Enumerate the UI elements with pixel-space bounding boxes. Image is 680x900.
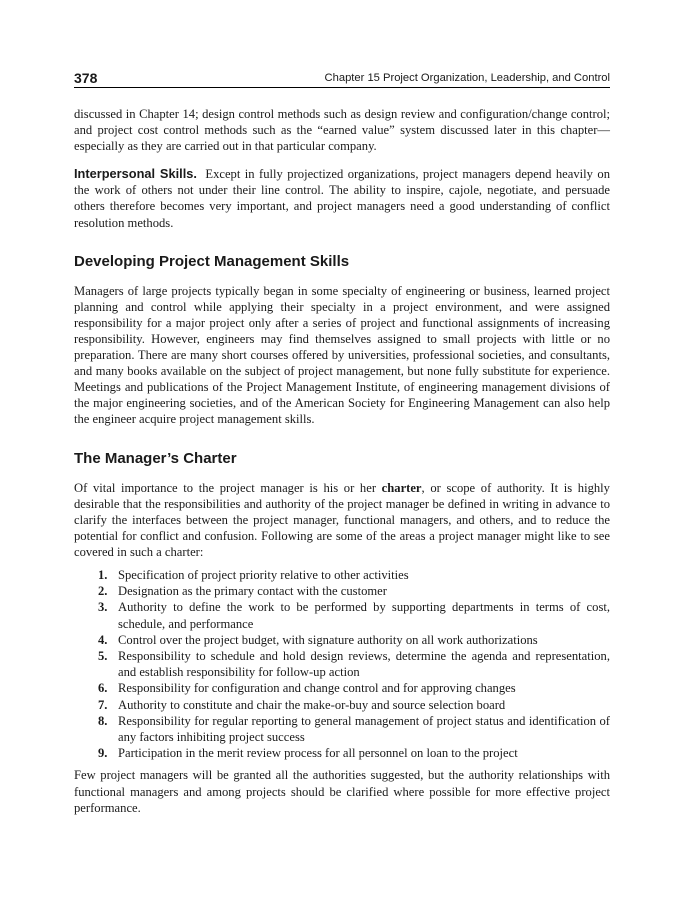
list-item-text: Designation as the primary contact with the customer bbox=[118, 584, 387, 599]
list-item bbox=[98, 632, 610, 648]
charter-text-after: , or scope of authority. It is highly desirable that the responsibilities and authority of the project manager be defined in writing in advance to clarify the interfaces between the project manager, functional managers, and others, and to reduce the potential for conflict and confusion. Following are some of the areas a project manager might like to see covered in such a charter: bbox=[74, 480, 610, 559]
list-item bbox=[98, 599, 610, 631]
skills-heading: Developing Project Management Skills bbox=[74, 252, 350, 270]
page-header bbox=[74, 70, 610, 88]
list-item bbox=[98, 680, 610, 696]
list-item bbox=[98, 745, 610, 761]
intro-paragraph: discussed in Chapter 14; design control methods such as design review and configuration/change control; and project cost control methods such as the “earned value” system discussed later in this chapter—especially as they are carried out in that particular company. bbox=[74, 107, 610, 154]
skills-paragraph: Managers of large projects typically began in some specialty of engineering or business, learned project planning and control while applying their specialty in a project environment, and were assigned responsibility for a major project only after a series of project and functional assignments of increasing responsibility. However, engineers may find themselves assigned to small projects with little or no preparation. There are many short courses offered by universities, professional societies, and consultants, and many books available on the subject of project management, but none fully substitute for experience. Meetings and publications of the Project Management Institute, of engineering management divisions of the major engineering societies, and of the American Society for Engineering Management can also help the engineer acquire project management skills. bbox=[74, 283, 610, 427]
running-head: Chapter 15 Project Organization, Leadership, and Control bbox=[324, 72, 610, 84]
book-page bbox=[74, 70, 610, 816]
list-item-text: Control over the project budget, with signature authority on all work authorizations bbox=[118, 632, 538, 647]
interpersonal-paragraph bbox=[74, 166, 610, 230]
list-item-number: 6. bbox=[98, 681, 108, 696]
charter-paragraph bbox=[74, 480, 610, 560]
list-item-number: 1. bbox=[98, 567, 108, 582]
list-item-text: Responsibility for regular reporting to general management of project status and identification of any factors inhibiting project success bbox=[118, 713, 610, 744]
interpersonal-runin-heading: Interpersonal Skills. bbox=[74, 166, 197, 182]
list-item-number: 9. bbox=[98, 746, 108, 761]
list-item-text: Specification of project priority relative to other activities bbox=[118, 567, 409, 582]
list-item-number: 5. bbox=[98, 648, 108, 663]
charter-heading: The Manager’s Charter bbox=[74, 449, 237, 467]
list-item-number: 7. bbox=[98, 697, 108, 712]
list-item-text: Authority to define the work to be performed by supporting departments in terms of cost, schedule, and performance bbox=[118, 600, 610, 631]
charter-text-before: Of vital importance to the project manager is his or her bbox=[74, 480, 377, 495]
page-number: 378 bbox=[74, 70, 98, 86]
header-rule bbox=[74, 87, 610, 88]
list-item-text: Responsibility for configuration and change control and for approving changes bbox=[118, 681, 516, 696]
charter-bold-term: charter bbox=[381, 480, 422, 495]
closing-paragraph: Few project managers will be granted all the authorities suggested, but the authority relationships with functional managers and among projects should be clarified where possible for more effective project performance. bbox=[74, 768, 610, 815]
list-item-number: 4. bbox=[98, 632, 108, 647]
list-item bbox=[98, 648, 610, 680]
list-item bbox=[98, 583, 610, 599]
list-item-number: 8. bbox=[98, 713, 108, 728]
interpersonal-text: Except in fully projectized organizations, project managers depend heavily on the work of others not under their line control. The ability to inspire, cajole, negotiate, and persuade others therefore becomes very important, and project managers need a good understanding of conflict resolution methods. bbox=[74, 167, 610, 230]
list-item-text: Authority to constitute and chair the make-or-buy and source selection board bbox=[118, 697, 506, 712]
list-item bbox=[98, 713, 610, 745]
list-item-number: 3. bbox=[98, 600, 108, 615]
charter-list bbox=[74, 567, 610, 761]
list-item-number: 2. bbox=[98, 584, 108, 599]
list-item bbox=[98, 697, 610, 713]
list-item-text: Participation in the merit review process for all personnel on loan to the project bbox=[118, 746, 518, 761]
list-item-text: Responsibility to schedule and hold design reviews, determine the agenda and representation, and establish responsibility for follow-up action bbox=[118, 648, 610, 680]
list-item bbox=[98, 567, 610, 583]
